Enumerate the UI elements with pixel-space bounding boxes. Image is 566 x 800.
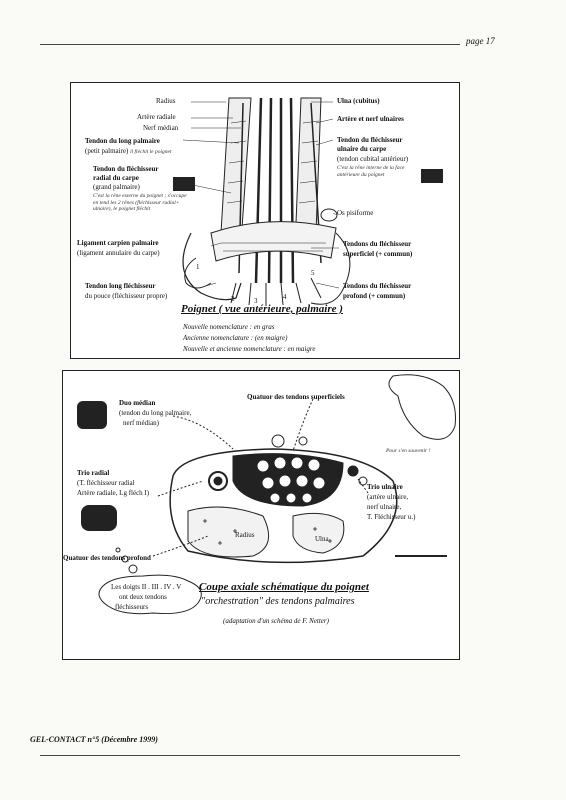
hand-icon <box>173 177 195 191</box>
label-radius: Radius <box>235 531 255 539</box>
figure1-caption-line-2: Ancienne nomenclature : (en maigre) <box>183 334 288 342</box>
label-flech-superficiel: Tendons du fléchisseur <box>343 240 412 248</box>
header-rule <box>40 44 460 45</box>
finger-number-3: 3 <box>254 297 258 305</box>
page-number: page 17 <box>466 36 495 46</box>
label-long-flechisseur-pouce-2: du pouce (fléchisseur propre) <box>85 292 168 300</box>
label-ulna: Ulna <box>315 535 329 543</box>
label-nerf-median: Nerf médian <box>143 124 179 132</box>
trio-musicians-icon <box>81 505 117 531</box>
label-long-flechisseur-pouce: Tendon long fléchisseur <box>85 282 156 290</box>
note-flechisseur-ulnaire: C'est la rêne interne de la face antérieure du poignet <box>337 165 405 178</box>
label-trio-ulnaire-sub: (artère ulnaire, <box>367 493 409 501</box>
figure1-caption-line-1: Nouvelle nomenclature : en gras <box>183 323 275 331</box>
label-radius: Radius <box>156 97 176 105</box>
figure2-caption-title: Coupe axiale schématique du poignet <box>199 581 369 593</box>
label-artere-ulnaires: Artère et nerf ulnaires <box>337 115 404 123</box>
label-long-palmaire: Tendon du long palmaire <box>85 137 160 145</box>
footer-rule <box>40 755 460 756</box>
label-ulna: Ulna (cubitus) <box>337 97 380 105</box>
label-duo-sub2: nerf médian) <box>123 419 159 427</box>
wrist-illustration <box>71 83 459 358</box>
figure1-caption-title: Poignet ( vue antérieure, palmaire ) <box>181 303 343 315</box>
figure2-caption-note: (adaptation d'un schéma de F. Netter) <box>223 617 329 625</box>
figure-wrist-anterior <box>70 82 460 359</box>
label-flech-superficiel-2-text: superficiel (+ commun) <box>343 250 413 258</box>
note-flechisseur-radial: C'est la rêne externe du poignet ; s'occupe en tend les 2 rênes (fléchisseur radial+ ulnaire), le poignet fléchit <box>93 193 187 212</box>
figure-wrist-cross-section <box>62 370 460 660</box>
label-flechisseur-ulnaire-2: ulnaire du carpe <box>337 145 387 153</box>
label-flechisseur-radial-3: (grand palmaire) <box>93 183 140 191</box>
label-trio-radial-sub: (T. fléchisseur radial <box>77 479 135 487</box>
label-flech-profond: Tendons du fléchisseur <box>343 282 412 290</box>
label-trio-ulnaire-sub3: T. Fléchisseur u.) <box>367 513 416 521</box>
label-flechisseur-radial: Tendon du fléchisseur <box>93 165 159 173</box>
label-ligament-sub: (ligament annulaire du carpe) <box>77 249 160 257</box>
finger-number-1: 1 <box>196 263 200 271</box>
label-flechisseur-ulnaire-3: (tendon cubital antérieur) <box>337 155 409 163</box>
bubble-line-3: fléchisseurs <box>115 603 149 611</box>
dancers-icon <box>395 529 447 557</box>
label-trio-ulnaire-sub2: nerf ulnaire, <box>367 503 402 511</box>
label-flech-profond-2: profond (+ commun) <box>343 292 406 300</box>
label-duo-median: Duo médian <box>119 399 156 407</box>
label-flechisseur-radial-2: radial du carpe <box>93 174 139 182</box>
label-ligament: Ligament carpien palmaire <box>77 239 159 247</box>
label-pour-seul: Pour s'en souvenir ! <box>386 448 431 454</box>
label-long-palmaire-sub: (petit palmaire) il fléchit le poignet <box>85 147 172 155</box>
label-flechisseur-ulnaire: Tendon du fléchisseur <box>337 136 403 144</box>
label-artere-radiale: Artère radiale <box>137 113 176 121</box>
label-os-pisiforme: Os pisiforme <box>337 209 374 217</box>
label-flech-superficiel-2 <box>343 250 412 259</box>
finger-number-4: 4 <box>283 293 287 301</box>
bubble-line-2: ont deux tendons <box>119 593 167 601</box>
duo-musicians-icon <box>77 401 107 429</box>
label-quatuor-superficiels: Quatuor des tendons superficiels <box>247 393 345 401</box>
label-duo-sub: (tendon du long palmaire, <box>119 409 192 417</box>
finger-number-2: 2 <box>231 295 235 303</box>
finger-number-5: 5 <box>311 269 315 277</box>
label-trio-radial-sub2: Artère radiale, Lg fléch I) <box>77 489 150 497</box>
hand-icon-right <box>421 169 443 183</box>
figure2-caption-sub: "orchestration" des tendons palmaires <box>201 596 355 607</box>
label-trio-radial: Trio radial <box>77 469 110 477</box>
label-trio-ulnaire: Trio ulnaire <box>367 483 403 491</box>
label-quatuor-profond: Quatuor des tendons profond <box>63 554 151 562</box>
footer-text: GEL-CONTACT n°5 (Décembre 1999) <box>30 735 158 744</box>
figure1-caption-line-3: Nouvelle et ancienne nomenclature : en maigre <box>183 345 316 353</box>
bubble-line-1: Les doigts II . III . IV . V <box>111 583 182 591</box>
